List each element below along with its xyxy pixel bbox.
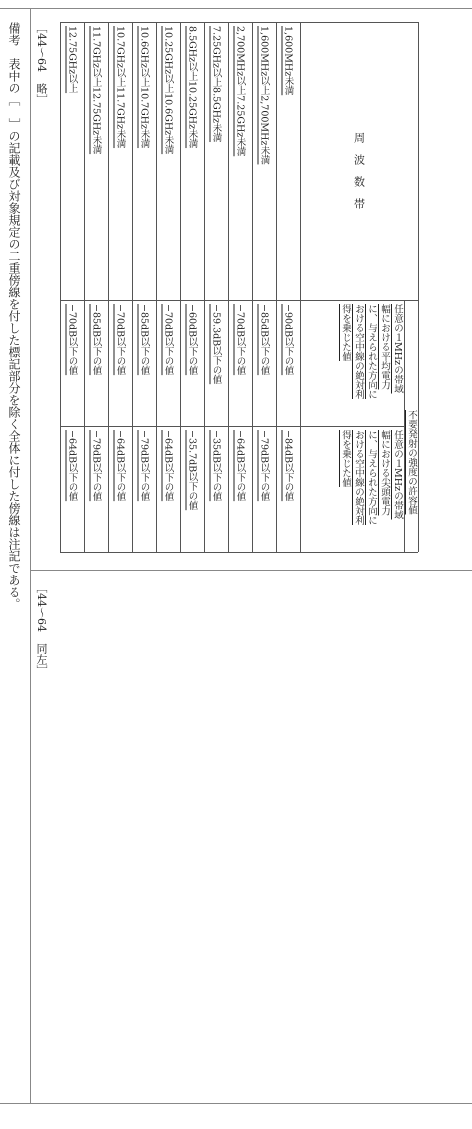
freq-header: 周 波 数 帯 bbox=[352, 132, 366, 209]
freq-cell: 2,700MHz以上7.25GHz未満 bbox=[234, 26, 246, 157]
group-header: 不要発射の強度の許容値 bbox=[406, 410, 417, 515]
freq-cell: 11.7GHz以上12.75GHz未満 bbox=[90, 26, 102, 155]
row-divider bbox=[228, 22, 229, 552]
group-header-line bbox=[404, 300, 405, 552]
peak-cell: −35.7dB以下の値 bbox=[186, 430, 198, 511]
avg-cell: −90dB以下の値 bbox=[282, 304, 294, 376]
avg-cell: −70dB以下の値 bbox=[66, 304, 78, 376]
freq-cell: 7.25GHz以上8.5GHz未満 bbox=[210, 26, 222, 143]
peak-cell: −79dB以下の値 bbox=[258, 430, 270, 502]
avg-cell: −85dB以下の値 bbox=[258, 304, 270, 376]
freq-cell: 1,600MHz以上2,700MHz未満 bbox=[258, 26, 270, 165]
freq-cell: 10.25GHz以上10.6GHz未満 bbox=[162, 26, 174, 155]
remark-note: 備考 表中の［ ］の記載及び対象規定の二重傍線を付した標記部分を除く全体に付した傍線は注記である。 bbox=[7, 22, 21, 610]
row-divider bbox=[108, 22, 109, 552]
avg-header-line: おける空中線の絶対利 bbox=[353, 304, 364, 399]
peak-cell: −79dB以下の値 bbox=[90, 430, 102, 502]
omitted-note-right: ［44～64 同左］ bbox=[35, 582, 48, 676]
row-divider bbox=[60, 22, 61, 552]
peak-cell: −64dB以下の値 bbox=[66, 430, 78, 502]
row-divider bbox=[204, 22, 205, 552]
freq-cell: 12.75GHz以上 bbox=[66, 26, 78, 94]
top-border bbox=[0, 8, 472, 9]
peak-cell: −84dB以下の値 bbox=[282, 430, 294, 502]
peak-header-line: 任意の１MHzの帯域 bbox=[392, 430, 403, 520]
table-border-top bbox=[60, 22, 418, 23]
avg-header-line: 得を乗じた値 bbox=[340, 304, 351, 361]
avg-cell: −60dB以下の値 bbox=[186, 304, 198, 376]
avg-header-line: 任意の１MHzの帯域 bbox=[392, 304, 403, 394]
peak-header-line: おける空中線の絶対利 bbox=[353, 430, 364, 525]
row-divider bbox=[252, 22, 253, 552]
peak-header-line: に、与えられた方向に bbox=[366, 430, 377, 525]
avg-cell: −85dB以下の値 bbox=[90, 304, 102, 376]
peak-cell: −35dB以下の値 bbox=[210, 430, 222, 502]
note-divider bbox=[30, 8, 31, 1104]
avg-cell: −70dB以下の値 bbox=[114, 304, 126, 376]
peak-header-line: 幅における尖頭電力 bbox=[379, 430, 390, 516]
row-divider bbox=[156, 22, 157, 552]
avg-header-line: に、与えられた方向に bbox=[366, 304, 377, 399]
avg-cell: −70dB以下の値 bbox=[234, 304, 246, 376]
peak-cell: −64dB以下の値 bbox=[234, 430, 246, 502]
row-divider bbox=[84, 22, 85, 552]
freq-cell: 10.6GHz以上10.7GHz未満 bbox=[138, 26, 150, 149]
row-divider bbox=[132, 22, 133, 552]
row-divider bbox=[180, 22, 181, 552]
bottom-border bbox=[0, 1103, 472, 1104]
avg-cell: −59.3dB以下の値 bbox=[210, 304, 222, 385]
freq-cell: 1,600MHz未満 bbox=[282, 26, 294, 96]
freq-cell: 8.5GHz以上10.25GHz未満 bbox=[186, 26, 198, 149]
avg-header-line: 幅における平均電力 bbox=[379, 304, 390, 390]
freq-cell: 10.7GHz以上11.7GHz未満 bbox=[114, 26, 126, 149]
peak-cell: −79dB以下の値 bbox=[138, 430, 150, 502]
omitted-note-left: ［44～64 略］ bbox=[35, 22, 48, 105]
row-divider bbox=[276, 22, 277, 552]
table-border-bottom bbox=[60, 552, 418, 553]
peak-cell: −64dB以下の値 bbox=[114, 430, 126, 502]
section-divider bbox=[30, 570, 472, 571]
header-line bbox=[300, 22, 301, 552]
peak-cell: −64dB以下の値 bbox=[162, 430, 174, 502]
table-border-right bbox=[418, 22, 419, 552]
avg-cell: −85dB以下の値 bbox=[138, 304, 150, 376]
peak-header-line: 得を乗じた値 bbox=[340, 430, 351, 487]
avg-cell: −70dB以下の値 bbox=[162, 304, 174, 376]
freq-divider bbox=[60, 300, 418, 301]
value-divider bbox=[60, 426, 404, 427]
